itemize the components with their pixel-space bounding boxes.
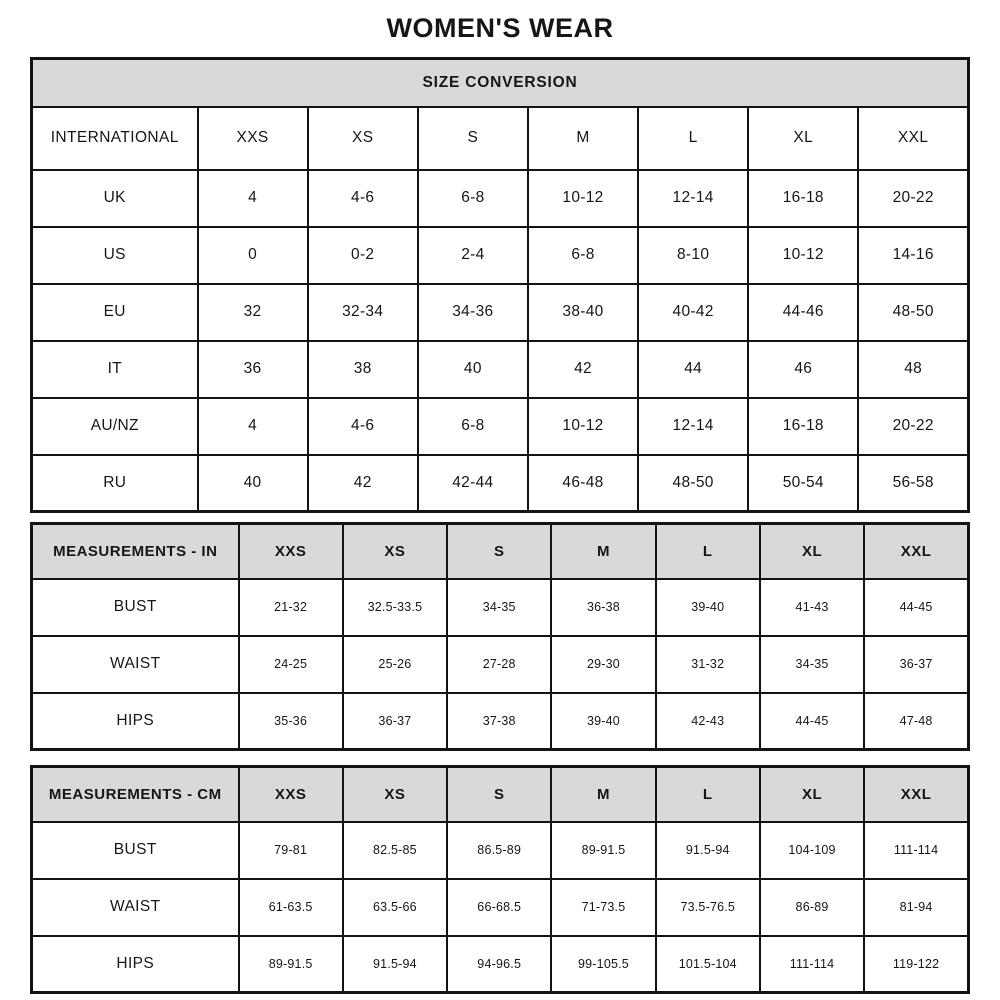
- size-value-cell: 6-8: [528, 227, 638, 284]
- size-value-cell: 10-12: [528, 398, 638, 455]
- size-conversion-banner-row: [32, 59, 969, 107]
- size-value-cell: 27-28: [447, 636, 551, 693]
- size-value-cell: 4: [198, 398, 308, 455]
- row-label: BUST: [32, 822, 239, 879]
- row-header-label: INTERNATIONAL: [32, 107, 198, 170]
- table-row: [32, 170, 969, 227]
- size-value-cell: 25-26: [343, 636, 447, 693]
- size-value-cell: 48: [858, 341, 968, 398]
- size-value-cell: 34-35: [760, 636, 864, 693]
- size-value-cell: 32: [198, 284, 308, 341]
- size-value-cell: 71-73.5: [551, 879, 655, 936]
- column-header: S: [447, 524, 551, 579]
- column-header: XXL: [864, 767, 968, 822]
- size-conversion-table: [30, 57, 970, 513]
- size-value-cell: 46-48: [528, 455, 638, 512]
- table-row: [32, 936, 969, 993]
- row-label: IT: [32, 341, 198, 398]
- size-value-cell: 44-45: [760, 693, 864, 750]
- page-title: WOMEN'S WEAR: [386, 13, 614, 43]
- size-value-cell: 2-4: [418, 227, 528, 284]
- table-row: [32, 879, 969, 936]
- measurements-in-table: [30, 522, 970, 751]
- table-row: [32, 579, 969, 636]
- size-value-cell: 91.5-94: [343, 936, 447, 993]
- size-value-cell: 12-14: [638, 398, 748, 455]
- size-value-cell: 8-10: [638, 227, 748, 284]
- size-value-cell: 0-2: [308, 227, 418, 284]
- table-row: [32, 822, 969, 879]
- table-row: [32, 636, 969, 693]
- size-value-cell: 21-32: [239, 579, 343, 636]
- row-header-label: MEASUREMENTS - CM: [32, 767, 239, 822]
- size-value-cell: 12-14: [638, 170, 748, 227]
- size-value-cell: 42-43: [656, 693, 760, 750]
- size-value-cell: 4: [198, 170, 308, 227]
- size-value-cell: 47-48: [864, 693, 968, 750]
- column-header: XS: [343, 524, 447, 579]
- size-value-cell: 89-91.5: [239, 936, 343, 993]
- table-row: [32, 455, 969, 512]
- size-value-cell: 48-50: [858, 284, 968, 341]
- size-value-cell: 20-22: [858, 170, 968, 227]
- size-value-cell: 20-22: [858, 398, 968, 455]
- column-header: XS: [308, 107, 418, 170]
- size-value-cell: 38: [308, 341, 418, 398]
- row-label: WAIST: [32, 879, 239, 936]
- table-row: [32, 227, 969, 284]
- column-header: XL: [760, 524, 864, 579]
- measurements-cm-table: [30, 765, 970, 994]
- column-header: L: [656, 767, 760, 822]
- size-value-cell: 36-37: [343, 693, 447, 750]
- column-header: S: [447, 767, 551, 822]
- size-value-cell: 111-114: [760, 936, 864, 993]
- size-value-cell: 61-63.5: [239, 879, 343, 936]
- row-header-label: MEASUREMENTS - IN: [32, 524, 239, 579]
- size-value-cell: 31-32: [656, 636, 760, 693]
- size-value-cell: 42: [528, 341, 638, 398]
- size-value-cell: 36: [198, 341, 308, 398]
- size-conversion-body: [32, 107, 969, 512]
- column-header: XXL: [858, 107, 968, 170]
- size-value-cell: 42-44: [418, 455, 528, 512]
- size-value-cell: 82.5-85: [343, 822, 447, 879]
- size-value-cell: 101.5-104: [656, 936, 760, 993]
- row-label: HIPS: [32, 936, 239, 993]
- row-label: RU: [32, 455, 198, 512]
- column-header: M: [551, 524, 655, 579]
- size-value-cell: 94-96.5: [447, 936, 551, 993]
- size-value-cell: 16-18: [748, 170, 858, 227]
- row-label: BUST: [32, 579, 239, 636]
- size-value-cell: 35-36: [239, 693, 343, 750]
- size-value-cell: 0: [198, 227, 308, 284]
- column-header: M: [551, 767, 655, 822]
- size-value-cell: 86-89: [760, 879, 864, 936]
- size-value-cell: 104-109: [760, 822, 864, 879]
- size-value-cell: 119-122: [864, 936, 968, 993]
- row-label: HIPS: [32, 693, 239, 750]
- measurements-cm-body: [32, 767, 969, 993]
- column-header-row: [32, 767, 969, 822]
- size-value-cell: 10-12: [528, 170, 638, 227]
- column-header: XXL: [864, 524, 968, 579]
- column-header: XXS: [198, 107, 308, 170]
- size-value-cell: 32.5-33.5: [343, 579, 447, 636]
- size-value-cell: 91.5-94: [656, 822, 760, 879]
- row-label: UK: [32, 170, 198, 227]
- size-value-cell: 37-38: [447, 693, 551, 750]
- column-header: XXS: [239, 767, 343, 822]
- measurements-in-body: [32, 524, 969, 750]
- row-label: AU/NZ: [32, 398, 198, 455]
- size-value-cell: 34-35: [447, 579, 551, 636]
- size-value-cell: 44: [638, 341, 748, 398]
- column-header: XS: [343, 767, 447, 822]
- size-value-cell: 39-40: [656, 579, 760, 636]
- size-value-cell: 66-68.5: [447, 879, 551, 936]
- table-row: [32, 341, 969, 398]
- size-value-cell: 34-36: [418, 284, 528, 341]
- size-value-cell: 40: [198, 455, 308, 512]
- size-conversion-banner: SIZE CONVERSION: [32, 59, 969, 107]
- size-value-cell: 32-34: [308, 284, 418, 341]
- column-header: M: [528, 107, 638, 170]
- table-row: [32, 284, 969, 341]
- column-header: XL: [760, 767, 864, 822]
- size-value-cell: 89-91.5: [551, 822, 655, 879]
- size-value-cell: 4-6: [308, 170, 418, 227]
- size-value-cell: 29-30: [551, 636, 655, 693]
- size-value-cell: 42: [308, 455, 418, 512]
- size-value-cell: 16-18: [748, 398, 858, 455]
- size-value-cell: 44-46: [748, 284, 858, 341]
- size-value-cell: 40-42: [638, 284, 748, 341]
- size-value-cell: 111-114: [864, 822, 968, 879]
- size-value-cell: 36-38: [551, 579, 655, 636]
- size-value-cell: 46: [748, 341, 858, 398]
- column-header: S: [418, 107, 528, 170]
- size-value-cell: 36-37: [864, 636, 968, 693]
- size-value-cell: 44-45: [864, 579, 968, 636]
- size-value-cell: 73.5-76.5: [656, 879, 760, 936]
- size-value-cell: 63.5-66: [343, 879, 447, 936]
- column-header: L: [656, 524, 760, 579]
- size-value-cell: 6-8: [418, 170, 528, 227]
- column-header-row: [32, 107, 969, 170]
- size-value-cell: 10-12: [748, 227, 858, 284]
- size-value-cell: 38-40: [528, 284, 638, 341]
- size-value-cell: 48-50: [638, 455, 748, 512]
- size-value-cell: 56-58: [858, 455, 968, 512]
- row-label: WAIST: [32, 636, 239, 693]
- table-row: [32, 693, 969, 750]
- size-value-cell: 4-6: [308, 398, 418, 455]
- column-header-row: [32, 524, 969, 579]
- row-label: EU: [32, 284, 198, 341]
- size-value-cell: 79-81: [239, 822, 343, 879]
- size-value-cell: 14-16: [858, 227, 968, 284]
- column-header: XL: [748, 107, 858, 170]
- size-value-cell: 40: [418, 341, 528, 398]
- size-value-cell: 81-94: [864, 879, 968, 936]
- column-header: XXS: [239, 524, 343, 579]
- size-value-cell: 99-105.5: [551, 936, 655, 993]
- size-value-cell: 41-43: [760, 579, 864, 636]
- size-value-cell: 39-40: [551, 693, 655, 750]
- size-value-cell: 50-54: [748, 455, 858, 512]
- size-value-cell: 86.5-89: [447, 822, 551, 879]
- column-header: L: [638, 107, 748, 170]
- size-value-cell: 24-25: [239, 636, 343, 693]
- table-row: [32, 398, 969, 455]
- size-value-cell: 6-8: [418, 398, 528, 455]
- row-label: US: [32, 227, 198, 284]
